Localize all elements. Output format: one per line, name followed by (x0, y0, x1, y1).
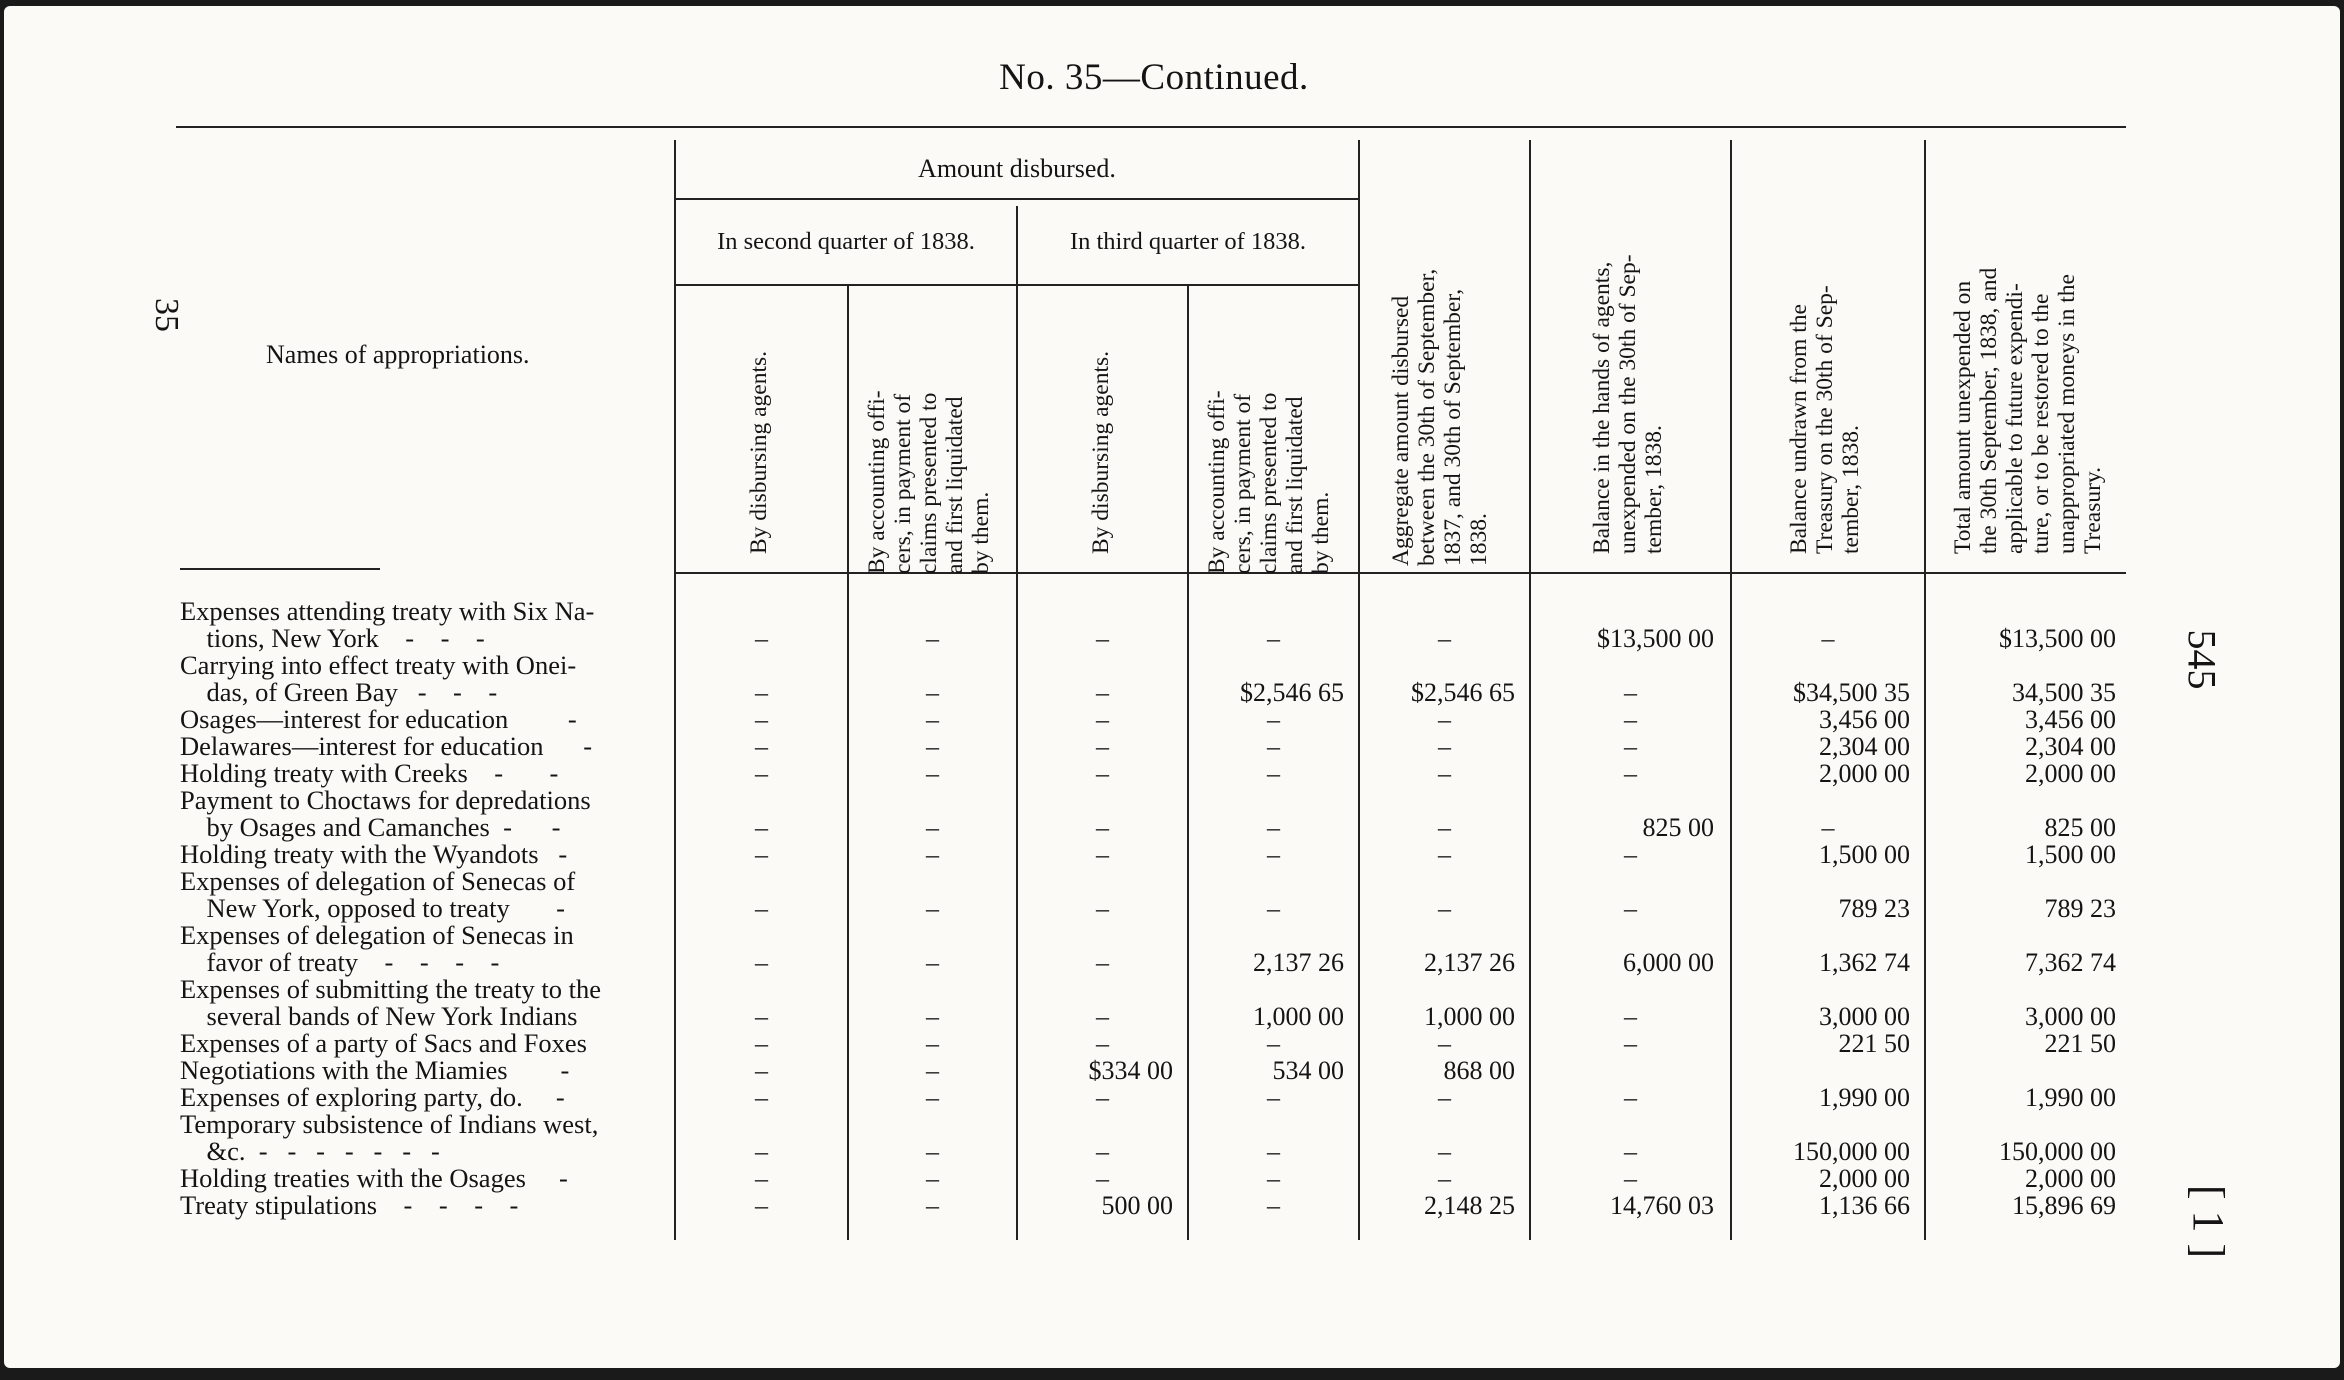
table-cell: 3,456 00 (1819, 705, 1910, 734)
appropriation-name-line: Expenses of submitting the treaty to the (180, 974, 601, 1004)
table-cell: – (926, 813, 939, 842)
table-cell: – (926, 1164, 939, 1193)
table-cell: – (1267, 1191, 1280, 1220)
table-cell: – (755, 732, 768, 761)
table-cell: – (1267, 1164, 1280, 1193)
appropriation-name-line: Negotiations with the Miamies - (180, 1055, 570, 1085)
table-cell: – (926, 678, 939, 707)
table-cell: – (1267, 813, 1280, 842)
appropriation-name-line: Temporary subsistence of Indians west, (180, 1109, 599, 1139)
table-cell: 7,362 74 (2025, 948, 2116, 977)
table-cell: – (1096, 948, 1109, 977)
table-cell: 15,896 69 (2012, 1191, 2116, 1220)
table-cell: – (1624, 705, 1637, 734)
table-cell: – (1821, 813, 1835, 842)
table-cell: – (926, 1137, 939, 1166)
table-cell: $34,500 35 (1793, 678, 1910, 707)
amount-disbursed-header: Amount disbursed. (918, 154, 1116, 183)
table-cell: – (1096, 705, 1109, 734)
table-cell: 1,990 00 (2025, 1083, 2116, 1112)
balance-undrawn-header: Balance undrawn from the Treasury on the 30th of Sep- tember, 1838. (1786, 285, 1864, 554)
table-cell: – (1438, 1137, 1451, 1166)
table-cell: – (1267, 732, 1280, 761)
table-cell: – (1096, 1083, 1109, 1112)
balance-agents-header: Balance in the hands of agents, unexpended on the 30th of Sep- tember, 1838. (1589, 254, 1667, 554)
table-cell: – (1624, 1083, 1637, 1112)
page-title: No. 35—Continued. (999, 57, 1309, 98)
table-cell: 2,000 00 (1819, 759, 1910, 788)
table-cell: – (1624, 759, 1637, 788)
table-cell: – (1624, 1164, 1637, 1193)
appropriation-name-line: Carrying into effect treaty with Onei- (180, 650, 577, 680)
table-cell: – (1267, 624, 1280, 653)
table-cell: – (1438, 813, 1451, 842)
table-cell: – (755, 1002, 768, 1031)
table-cell: – (926, 1056, 939, 1085)
table-cell: – (1096, 894, 1109, 923)
table-cell: 2,304 00 (1819, 732, 1910, 761)
table-cell: – (1267, 894, 1280, 923)
table-cell: $13,500 00 (1597, 624, 1714, 653)
table-cell: $2,546 65 (1240, 678, 1344, 707)
table-cell: – (755, 1191, 768, 1220)
table-cell: – (1624, 840, 1637, 869)
table-cell: 2,000 00 (1819, 1164, 1910, 1193)
table-cell: 150,000 00 (1793, 1137, 1910, 1166)
table-cell: – (755, 1083, 768, 1112)
table-cell: – (1438, 705, 1451, 734)
appropriation-name-line: favor of treaty - - - - (180, 947, 500, 977)
appropriation-name-line: &c. - - - - - - - (180, 1136, 440, 1166)
table-cell: – (926, 948, 939, 977)
table-cell: – (926, 759, 939, 788)
table-cell: 2,137 26 (1253, 948, 1344, 977)
table-cell: 1,500 00 (2025, 840, 2116, 869)
table-cell: 825 00 (2044, 813, 2116, 842)
table-cell: – (1438, 1164, 1451, 1193)
appropriation-name-line: Osages—interest for education - (180, 704, 577, 734)
table-cell: 221 50 (1838, 1029, 1910, 1058)
table-cell: – (926, 1029, 939, 1058)
table-cell: – (1438, 624, 1451, 653)
table-cell: – (1624, 1002, 1637, 1031)
appropriation-name-line: Expenses of a party of Sacs and Foxes (180, 1028, 587, 1058)
table-cell: 150,000 00 (1999, 1137, 2116, 1166)
table-cell: – (1096, 759, 1109, 788)
table-cell: – (1624, 894, 1637, 923)
table-cell: 1,000 00 (1253, 1002, 1344, 1031)
table-cell: – (1096, 624, 1109, 653)
table-cell: – (1096, 732, 1109, 761)
table-cell: – (1096, 1002, 1109, 1031)
table-cell: – (1267, 1137, 1280, 1166)
table-cell: – (1267, 840, 1280, 869)
by-disbursing-agents-header-q2: By disbursing agents. (746, 350, 772, 554)
appropriation-name-line: Expenses of delegation of Senecas of (180, 866, 576, 896)
table-cell: – (1438, 759, 1451, 788)
appropriation-name-line: Treaty stipulations - - - - (180, 1190, 519, 1220)
table-cell: – (755, 624, 768, 653)
table-cell: 2,304 00 (2025, 732, 2116, 761)
total-unexpended-header: Total amount unexpended on the 30th September, 1838, and applicable to future expendi- ture, or to be restored to the unappropriated moneys in the Treasury. (1950, 267, 2106, 554)
appropriation-name-line: New York, opposed to treaty - (180, 893, 565, 923)
table-cell: – (1096, 840, 1109, 869)
appropriation-name-line: by Osages and Camanches - - (180, 812, 561, 842)
table-cell: – (1096, 1164, 1109, 1193)
table-cell: 1,990 00 (1819, 1083, 1910, 1112)
table-cell: 825 00 (1642, 813, 1714, 842)
table-cell: – (755, 1029, 768, 1058)
table-cell: 500 00 (1101, 1191, 1173, 1220)
table-cell: – (1267, 759, 1280, 788)
aggregate-header: Aggregate amount disbursed between the 30th of September, 1837, and 30th of September, 1838. (1388, 268, 1492, 566)
table-cell: – (755, 840, 768, 869)
table-cell: – (1821, 624, 1835, 653)
by-disbursing-agents-header-q3: By disbursing agents. (1088, 350, 1114, 554)
second-quarter-header: In second quarter of 1838. (717, 228, 975, 255)
table-cell: – (926, 732, 939, 761)
table-cell: – (755, 948, 768, 977)
table-cell: 1,000 00 (1424, 1002, 1515, 1031)
third-quarter-header: In third quarter of 1838. (1069, 228, 1307, 255)
table-cell: – (755, 759, 768, 788)
table-cell: – (1624, 1029, 1637, 1058)
amount-disbursed-rule (676, 198, 1358, 200)
names-header-rule (180, 568, 380, 570)
table-cell: – (1096, 1137, 1109, 1166)
table-cell: 2,000 00 (2025, 1164, 2116, 1193)
names-header: Names of appropriations. (266, 340, 530, 369)
appropriation-names (180, 598, 601, 1219)
appropriation-name-line: Delawares—interest for education - (180, 731, 593, 761)
table-cell: $2,546 65 (1411, 678, 1515, 707)
quarter-rule (676, 284, 1358, 286)
by-accounting-officers-header-q3: By accounting offi- cers, in payment of claims presented to and first liquidated by them. (1204, 390, 1334, 574)
table-cell: – (926, 705, 939, 734)
table-cell: – (926, 1083, 939, 1112)
table-cell: – (1438, 1083, 1451, 1112)
table-cell: 6,000 00 (1623, 948, 1714, 977)
table-cell: 3,456 00 (2025, 705, 2116, 734)
appropriation-name-line: Holding treaty with Creeks - - (180, 758, 559, 788)
left-page-number: 35 (148, 298, 185, 332)
table-cell: – (1267, 1029, 1280, 1058)
appropriation-name-line: tions, New York - - - (180, 623, 485, 653)
table-cell: 2,000 00 (2025, 759, 2116, 788)
table-cell: – (755, 678, 768, 707)
table-cell: – (926, 1002, 939, 1031)
table-cell: 2,148 25 (1424, 1191, 1515, 1220)
table-cell: – (755, 1137, 768, 1166)
table-cell: 1,500 00 (1819, 840, 1910, 869)
table-cell: 1,362 74 (1819, 948, 1910, 977)
appropriation-name-line: Expenses attending treaty with Six Na- (180, 596, 595, 626)
table-cell: 2,137 26 (1424, 948, 1515, 977)
table-cell: – (1438, 732, 1451, 761)
table-cell: – (926, 840, 939, 869)
appropriation-name-line: Holding treaty with the Wyandots - (180, 839, 568, 869)
table-cell: 789 23 (2044, 894, 2116, 923)
table-cell: 3,000 00 (2025, 1002, 2116, 1031)
appropriation-name-line: several bands of New York Indians (180, 1001, 578, 1031)
table-cell: – (755, 1164, 768, 1193)
table-cell: – (755, 1056, 768, 1085)
appropriation-name-line: Expenses of delegation of Senecas in (180, 920, 574, 950)
table-cell: 868 00 (1443, 1056, 1515, 1085)
table-cell: 34,500 35 (2012, 678, 2116, 707)
table-cell: – (1624, 1137, 1637, 1166)
table-cell: – (926, 1191, 939, 1220)
table-cell: – (1438, 1029, 1451, 1058)
table-cell: – (755, 813, 768, 842)
top-rule (176, 126, 2126, 128)
table-cell: – (1096, 678, 1109, 707)
table-cell: 1,136 66 (1819, 1191, 1910, 1220)
table-cell: – (755, 894, 768, 923)
table-cell: – (1438, 840, 1451, 869)
table-cell: – (926, 894, 939, 923)
table-cell: $334 00 (1088, 1056, 1173, 1085)
table-cell: 789 23 (1838, 894, 1910, 923)
document-number-bracket: [ 1 ] (2184, 1184, 2234, 1259)
table-cell: 221 50 (2044, 1029, 2116, 1058)
table-cell: 3,000 00 (1819, 1002, 1910, 1031)
by-accounting-officers-header-q2: By accounting offi- cers, in payment of claims presented to and first liquidated by them. (864, 390, 994, 574)
table-cell: – (926, 624, 939, 653)
appropriation-name-line: Holding treaties with the Osages - (180, 1163, 568, 1193)
table-cell: – (1096, 1029, 1109, 1058)
table-cell: 14,760 03 (1610, 1191, 1714, 1220)
appropriation-name-line: das, of Green Bay - - - (180, 677, 498, 707)
appropriation-name-line: Payment to Choctaws for depredations (180, 785, 591, 815)
table-cell: 534 00 (1272, 1056, 1344, 1085)
table-cell: $13,500 00 (1999, 624, 2116, 653)
table-cell: – (1624, 678, 1637, 707)
table-cell: – (1096, 813, 1109, 842)
right-page-number: 545 (2179, 629, 2225, 690)
table-cell: – (1438, 894, 1451, 923)
document-page (4, 6, 2340, 1368)
table-cell: – (1267, 1083, 1280, 1112)
table-cell: – (755, 705, 768, 734)
appropriation-name-line: Expenses of exploring party, do. - (180, 1082, 565, 1112)
table-cell: – (1624, 732, 1637, 761)
table-cell: – (1267, 705, 1280, 734)
